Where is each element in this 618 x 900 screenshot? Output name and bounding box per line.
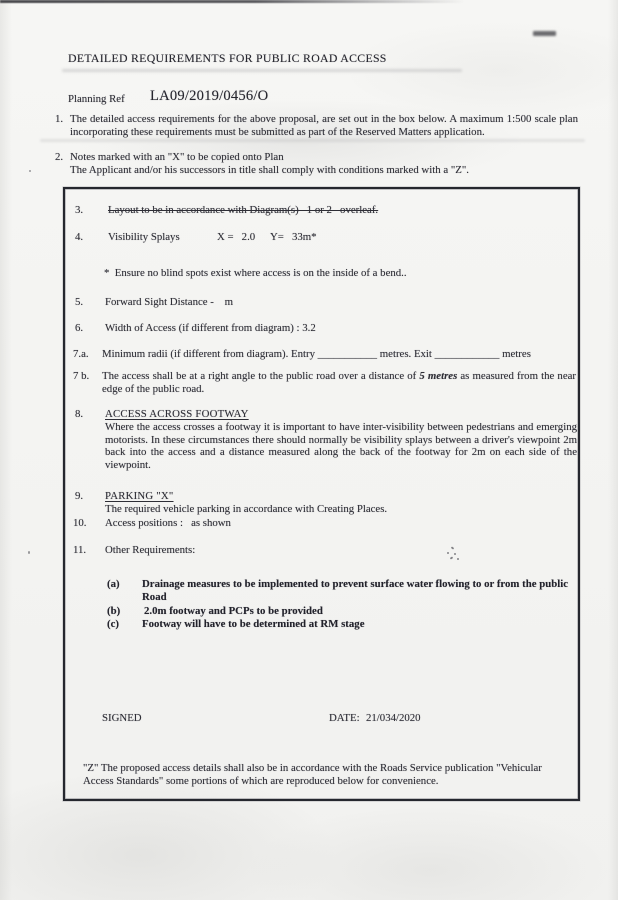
item2-number: 2.: [55, 151, 64, 163]
item7a-number: 7.a.: [73, 348, 89, 360]
item7b-text: [102, 370, 576, 395]
sub-item-c-label: (c): [107, 618, 119, 630]
item4-number: 4.: [75, 231, 84, 243]
item7b-post: as measured from the near edge of the public road.: [102, 370, 576, 395]
date-label: DATE:: [329, 712, 360, 724]
item4-label: Visibility Splays: [108, 231, 180, 243]
item5-number: 5.: [75, 296, 84, 308]
item7b-pre: The access shall be at a right angle to the public road over a distance of: [102, 370, 420, 382]
item6-text: Width of Access (if different from diagram) : 3.2: [105, 322, 316, 334]
item7b-bold-value: 5 metres: [419, 370, 458, 382]
item11-number: 11.: [73, 544, 87, 556]
item9-body: The required vehicle parking in accordance with Creating Places.: [105, 503, 388, 515]
item1-number: 1.: [55, 113, 64, 125]
scan-speck-1: [29, 170, 31, 172]
item5-text: Forward Sight Distance - m: [105, 296, 234, 308]
item8-number: 8.: [75, 408, 84, 420]
sub-item-a-label: (a): [107, 578, 120, 590]
item4-x-value: X = 2.0: [217, 231, 256, 243]
pen-scribble-mark: [445, 547, 461, 561]
scan-streak-mid: [40, 139, 585, 142]
item9-heading: PARKING "X": [105, 490, 174, 502]
item11-text: Other Requirements:: [105, 544, 196, 556]
item9-number: 9.: [75, 490, 84, 502]
form-code-smudge: [533, 31, 556, 36]
scan-speck-2: [28, 551, 30, 554]
item8-heading: ACCESS ACROSS FOOTWAY: [105, 408, 249, 420]
requirements-box: [63, 187, 580, 801]
item10-text: Access positions : as shown: [105, 517, 231, 529]
planning-ref-value: LA09/2019/0456/O: [150, 88, 269, 104]
item6-number: 6.: [75, 322, 84, 334]
scan-streak-under-title: [62, 69, 462, 72]
item10-number: 10.: [73, 517, 87, 529]
sub-item-b-label: (b): [107, 605, 121, 617]
item7a-text: Minimum radii (if different from diagram). Entry ___________ metres. Exit ____________ metres: [102, 348, 531, 360]
date-value: 21/034/2020: [366, 712, 421, 724]
item8-body: Where the access crosses a footway it is important to have inter-visibility between pedestrians and emerging motorists. In these circumstances there should normally be visibility splays between a driver's viewpoint 2m back into the access and a distance measured along the back of the footway for 2m on each side of the viewpoint.: [105, 421, 577, 471]
visibility-note: * Ensure no blind spots exist where access is on the inside of a bend..: [104, 267, 407, 279]
z-note: "Z" The proposed access details shall also be in accordance with the Roads Service publication "Vehicular Access Standards" some portions of which are reproduced below for convenience.: [83, 762, 542, 787]
item2-line2: The Applicant and/or his successors in title shall comply with conditions marked with a "Z".: [70, 164, 469, 176]
sub-item-a-text: Drainage measures to be implemented to prevent surface water flowing to or from the public Road: [142, 578, 569, 603]
page-title: DETAILED REQUIREMENTS FOR PUBLIC ROAD ACCESS: [68, 51, 387, 65]
item4-y-value: Y= 33m*: [270, 231, 317, 243]
item2-line1: Notes marked with an "X" to be copied onto Plan: [70, 151, 284, 163]
sub-item-b-text: 2.0m footway and PCPs to be provided: [144, 605, 323, 617]
item3-text-struck: Layout to be in accordance with Diagram(s) 1 or 2 overleaf.: [108, 204, 379, 216]
item3-number: 3.: [75, 204, 84, 216]
sub-item-c-text: Footway will have to be determined at RM stage: [142, 618, 365, 630]
signed-label: SIGNED: [102, 712, 142, 724]
item1-text: The detailed access requirements for the above proposal, are set out in the box below. A maximum 1:500 scale plan incorporating these requirements must be submitted as part of the Reserved Matters application.: [70, 113, 578, 138]
scan-edge-line: [0, 0, 465, 3]
planning-ref-label: Planning Ref: [68, 93, 125, 105]
item7b-number: 7 b.: [73, 370, 90, 382]
